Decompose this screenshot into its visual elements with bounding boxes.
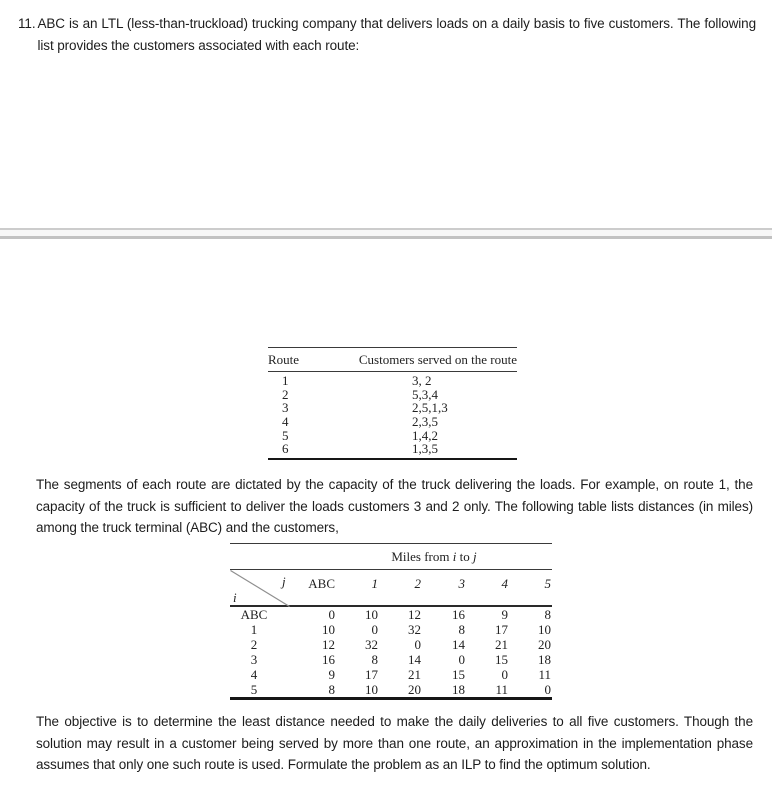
distance-col-header: 4 bbox=[501, 576, 508, 591]
distance-value: 9 bbox=[328, 667, 335, 682]
distance-value: 10 bbox=[322, 622, 335, 637]
distance-value: 17 bbox=[495, 622, 508, 637]
route-table-body bbox=[268, 372, 517, 458]
distance-value: 10 bbox=[365, 682, 378, 697]
distance-value: 15 bbox=[495, 652, 508, 667]
distance-value: 17 bbox=[365, 667, 378, 682]
distance-col-header: 5 bbox=[544, 576, 551, 591]
title-text: Miles from bbox=[391, 549, 453, 564]
distance-value: 16 bbox=[322, 652, 335, 667]
distance-table-header bbox=[230, 570, 552, 607]
route-customers: 1,4,2 bbox=[412, 427, 438, 443]
distance-col-header: 2 bbox=[414, 576, 421, 591]
route-number: 3 bbox=[282, 400, 289, 416]
title-var-i: i bbox=[452, 549, 457, 564]
distance-table-row bbox=[230, 607, 552, 622]
problem-statement bbox=[18, 13, 756, 56]
distance-value: 0 bbox=[414, 637, 421, 652]
distance-value: 15 bbox=[452, 667, 465, 682]
distance-value: 11 bbox=[495, 682, 508, 697]
problem-number: 11. bbox=[18, 16, 36, 31]
distance-value: 16 bbox=[452, 607, 465, 622]
distance-table-row bbox=[230, 667, 552, 682]
distance-value: 21 bbox=[408, 667, 421, 682]
distance-value: 8 bbox=[458, 622, 465, 637]
distance-row-label: 1 bbox=[250, 622, 258, 637]
distance-value: 0 bbox=[501, 667, 508, 682]
route-table-row bbox=[268, 429, 517, 443]
distance-value: 0 bbox=[544, 682, 551, 697]
distance-row-label: 4 bbox=[250, 667, 258, 682]
route-table-row bbox=[268, 374, 517, 388]
distance-value: 10 bbox=[538, 622, 551, 637]
distance-table-row bbox=[230, 682, 552, 697]
distance-value: 20 bbox=[538, 637, 551, 652]
route-number: 2 bbox=[282, 386, 289, 402]
route-customers: 5,3,4 bbox=[412, 386, 438, 402]
objective-paragraph: The objective is to determine the least distance needed to make the daily deliveries to all five customers. Though the solution may result in a customer being served by more than one route, an approximation in the implementation phase assumes that only one such route is used. Formulate the problem as an ILP to find the optimum solution. bbox=[36, 714, 753, 772]
distance-value: 8 bbox=[371, 652, 378, 667]
route-column-header: Route bbox=[268, 351, 300, 367]
route-table-row bbox=[268, 401, 517, 415]
segments-paragraph: The segments of each route are dictated by the capacity of the truck delivering the loads. For example, on route 1, the capacity of the truck is sufficient to deliver the loads customers 3 and 2 only. The following table lists distances (in miles) among the truck terminal (ABC) and the customers, bbox=[36, 477, 753, 535]
route-table-header bbox=[268, 348, 517, 372]
distance-value: 21 bbox=[495, 637, 508, 652]
distance-value: 14 bbox=[408, 652, 421, 667]
title-var-j: j bbox=[473, 549, 477, 564]
distance-table-row bbox=[230, 637, 552, 652]
route-number: 6 bbox=[282, 441, 289, 457]
distance-table-body bbox=[230, 607, 552, 697]
distance-value: 0 bbox=[371, 622, 378, 637]
distance-value: 8 bbox=[544, 607, 551, 622]
distance-value: 0 bbox=[328, 607, 335, 622]
section-divider bbox=[0, 228, 772, 239]
distance-value: 8 bbox=[328, 682, 335, 697]
distance-value: 14 bbox=[452, 637, 465, 652]
route-table-row bbox=[268, 415, 517, 429]
corner-row-variable: i bbox=[233, 590, 237, 605]
route-customers: 3, 2 bbox=[412, 373, 432, 388]
distance-value: 32 bbox=[365, 637, 378, 652]
route-customers: 1,3,5 bbox=[412, 441, 438, 457]
route-customers: 2,3,5 bbox=[412, 414, 438, 430]
distance-value: 0 bbox=[458, 652, 465, 667]
distance-value: 32 bbox=[408, 622, 421, 637]
distance-row-label: 2 bbox=[250, 637, 258, 652]
distance-row-label: ABC bbox=[240, 607, 268, 622]
distance-value: 9 bbox=[501, 607, 508, 622]
distance-col-header: 1 bbox=[371, 576, 378, 591]
distance-table-row bbox=[230, 652, 552, 667]
distance-table-row bbox=[230, 622, 552, 637]
title-text: to bbox=[456, 549, 473, 564]
distance-value: 12 bbox=[322, 637, 335, 652]
route-table bbox=[268, 347, 517, 460]
distance-col-header: 3 bbox=[458, 576, 465, 591]
distance-value: 18 bbox=[452, 682, 465, 697]
distance-value: 11 bbox=[538, 667, 551, 682]
route-table-row bbox=[268, 388, 517, 402]
corner-col-variable: j bbox=[282, 574, 286, 589]
distance-value: 12 bbox=[408, 607, 421, 622]
route-number: 1 bbox=[282, 373, 289, 388]
distance-table-title bbox=[230, 544, 552, 570]
distance-value: 20 bbox=[408, 682, 421, 697]
problem-statement-text: ABC is an LTL (less-than-truckload) trucking company that delivers loads on a daily basis to five customers. The following list provides the customers associated with each route: bbox=[37, 16, 756, 53]
route-number: 4 bbox=[282, 414, 289, 430]
route-customers: 2,5,1,3 bbox=[412, 400, 448, 416]
route-table-row bbox=[268, 442, 517, 456]
customers-column-header: Customers served on the route bbox=[358, 351, 517, 367]
distance-row-label: 3 bbox=[250, 652, 258, 667]
distance-value: 18 bbox=[538, 652, 551, 667]
distance-value: 10 bbox=[365, 607, 378, 622]
distance-col-header: ABC bbox=[308, 576, 335, 591]
diagonal-divider-line bbox=[230, 570, 290, 607]
distance-row-label: 5 bbox=[250, 682, 258, 697]
route-number: 5 bbox=[282, 427, 289, 443]
distance-table bbox=[230, 543, 552, 700]
